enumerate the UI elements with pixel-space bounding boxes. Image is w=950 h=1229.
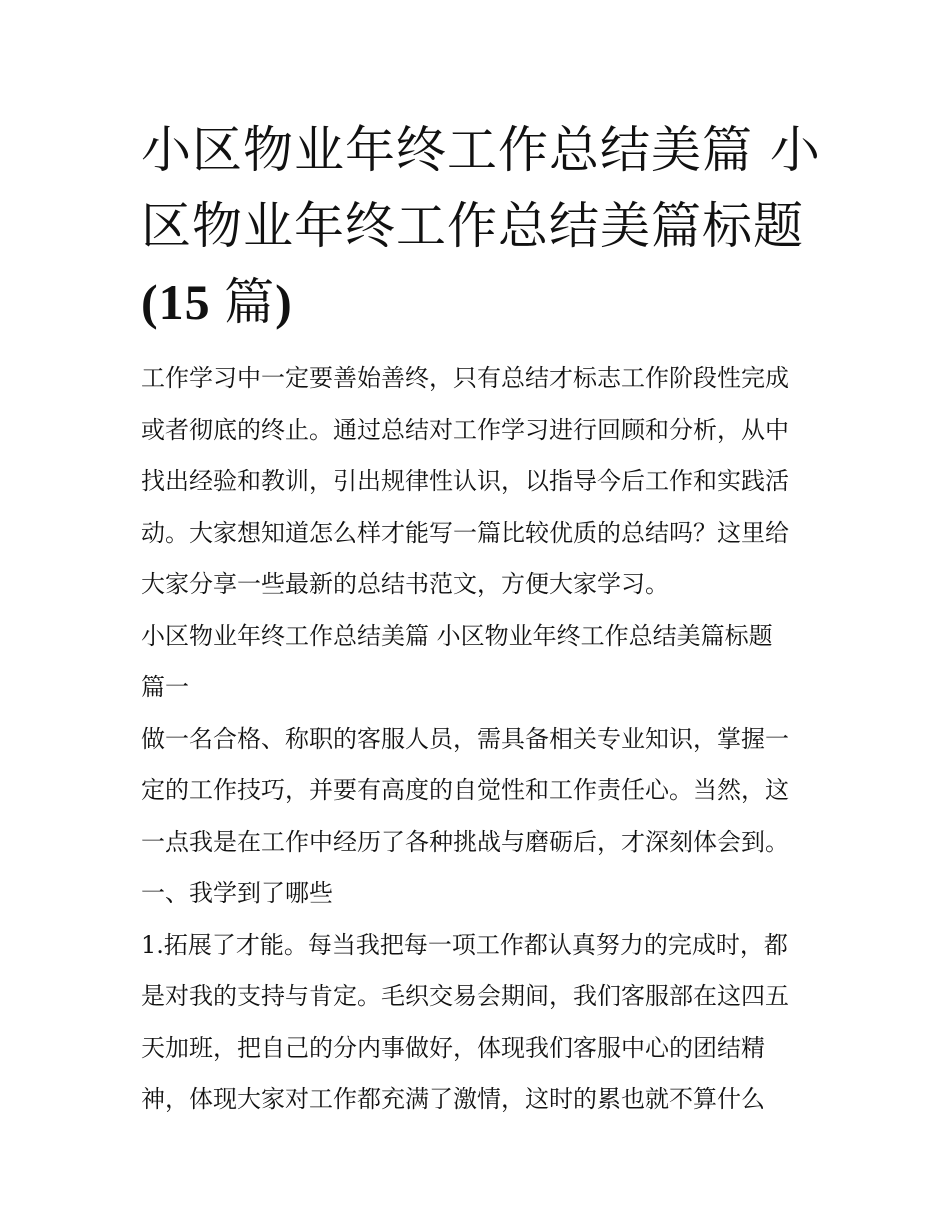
body-line: 或者彻底的终止。通过总结对工作学习进行回顾和分析，从中 bbox=[141, 415, 789, 444]
body-line: 一点我是在工作中经历了各种挑战与磨砺后，才深刻体会到。 bbox=[141, 827, 789, 856]
body-line: 做一名合格、称职的客服人员，需具备相关专业知识，掌握一 bbox=[141, 724, 789, 753]
title-paren-close: ) bbox=[275, 274, 293, 330]
body-line: 动。大家想知道怎么样才能写一篇比较优质的总结吗？这里给 bbox=[141, 518, 789, 547]
title-line: 小区物业年终工作总结美篇 小 bbox=[141, 121, 821, 179]
list-heading: 一、我学到了哪些 bbox=[141, 879, 333, 907]
title-line-last bbox=[141, 264, 821, 340]
body-line: 定的工作技巧，并要有高度的自觉性和工作责任心。当然，这 bbox=[141, 776, 789, 804]
section-heading: 小区物业年终工作总结美篇 小区物业年终工作总结美篇标题 bbox=[141, 621, 773, 650]
document-body bbox=[141, 353, 813, 1126]
body-line: 大家分享一些最新的总结书范文，方便大家学习。 bbox=[141, 570, 669, 598]
title-piece-word: 篇 bbox=[224, 273, 276, 331]
body-line: 神，体现大家对工作都充满了激情，这时的累也就不算什么 bbox=[141, 1085, 765, 1113]
title-line: 区物业年终工作总结美篇标题 bbox=[141, 197, 804, 255]
title-paren-open: (15 bbox=[141, 274, 225, 330]
body-line: 找出经验和教训，引出规律性认识，以指导今后工作和实践活 bbox=[141, 467, 789, 495]
body-line: 1.拓展了才能。每当我把每一项工作都认真努力的完成时，都 bbox=[141, 930, 788, 959]
document-title bbox=[141, 112, 821, 340]
section-subheading: 篇一 bbox=[141, 673, 189, 701]
body-line: 工作学习中一定要善始善终，只有总结才标志工作阶段性完成 bbox=[141, 364, 789, 392]
body-line: 是对我的支持与肯定。毛织交易会期间，我们客服部在这四五 bbox=[141, 982, 789, 1010]
body-line: 天加班，把自己的分内事做好，体现我们客服中心的团结精 bbox=[141, 1033, 765, 1062]
